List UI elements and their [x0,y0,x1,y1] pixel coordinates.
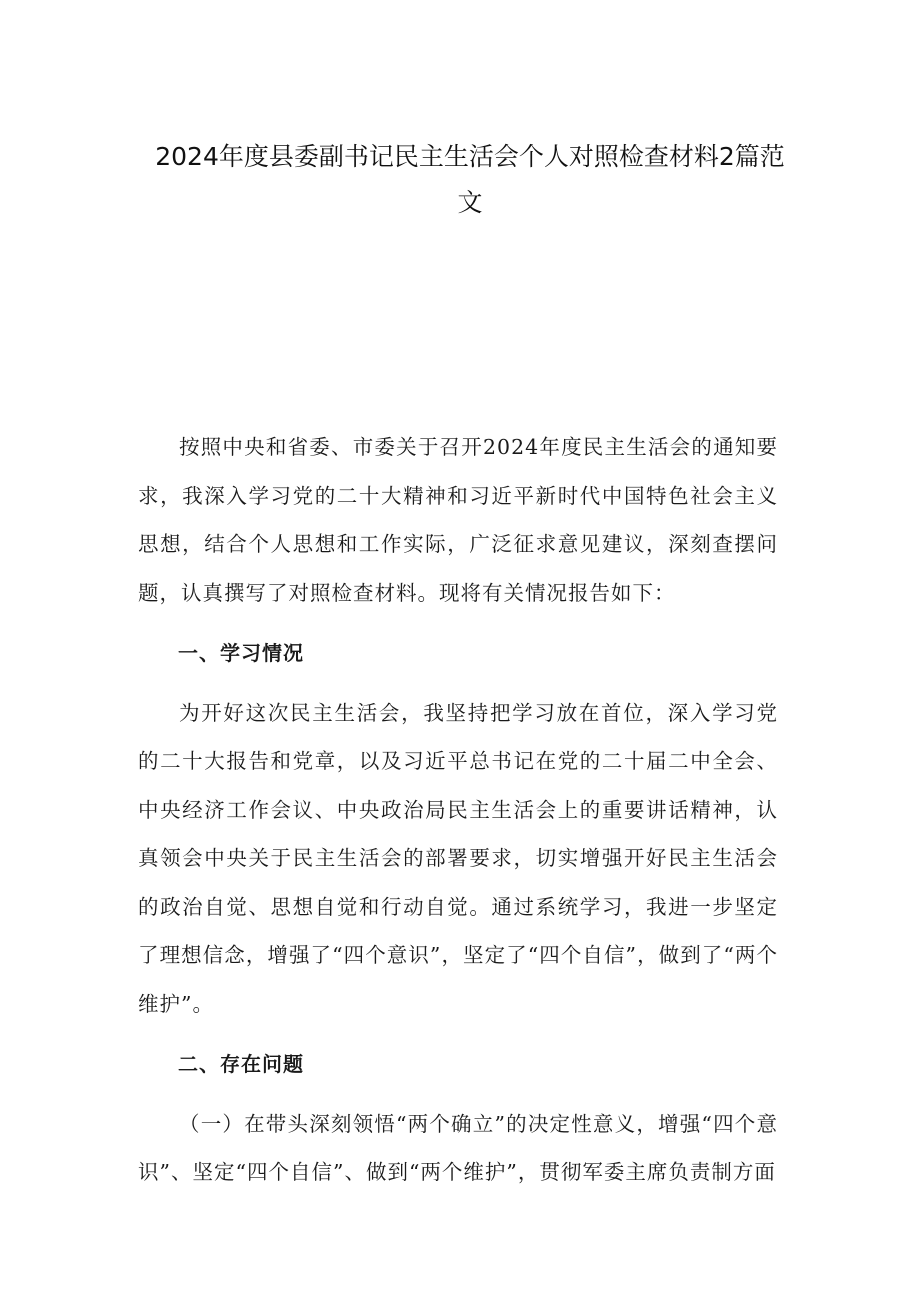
section-paragraph-problems: （一）在带头深刻领悟“两个确立”的决定性意义，增强“四个意识”、坚定“四个自信”、做到“两个维护”，贯彻军委主席负责制方面 [138,1111,778,1184]
document-title: 2024年度县委副书记民主生活会个人对照检查材料2篇范文 [155,142,785,217]
intro-paragraph: 按照中央和省委、市委关于召开2024年度民主生活会的通知要求，我深入学习党的二十大精神和习近平新时代中国特色社会主义思想，结合个人思想和工作实际，广泛征求意见建议，深刻查摆问题，认真撰写了对照检查材料。现将有关情况报告如下： [138,435,778,605]
section-heading-problems: 二、存在问题 [178,1052,304,1076]
document-body [138,423,778,1197]
section-paragraph-study: 为开好这次民主生活会，我坚持把学习放在首位，深入学习党的二十大报告和党章，以及习近平总书记在党的二十届二中全会、中央经济工作会议、中央政治局民主生活会上的重要讲话精神，认真领会中央关于民主生活会的部署要求，切实增强开好民主生活会的政治自觉、思想自觉和行动自觉。通过系统学习，我进一步坚定了理想信念，增强了“四个意识”，坚定了“四个自信”，做到了“两个维护”。 [138,700,778,1016]
section-heading-study: 一、学习情况 [178,641,304,665]
